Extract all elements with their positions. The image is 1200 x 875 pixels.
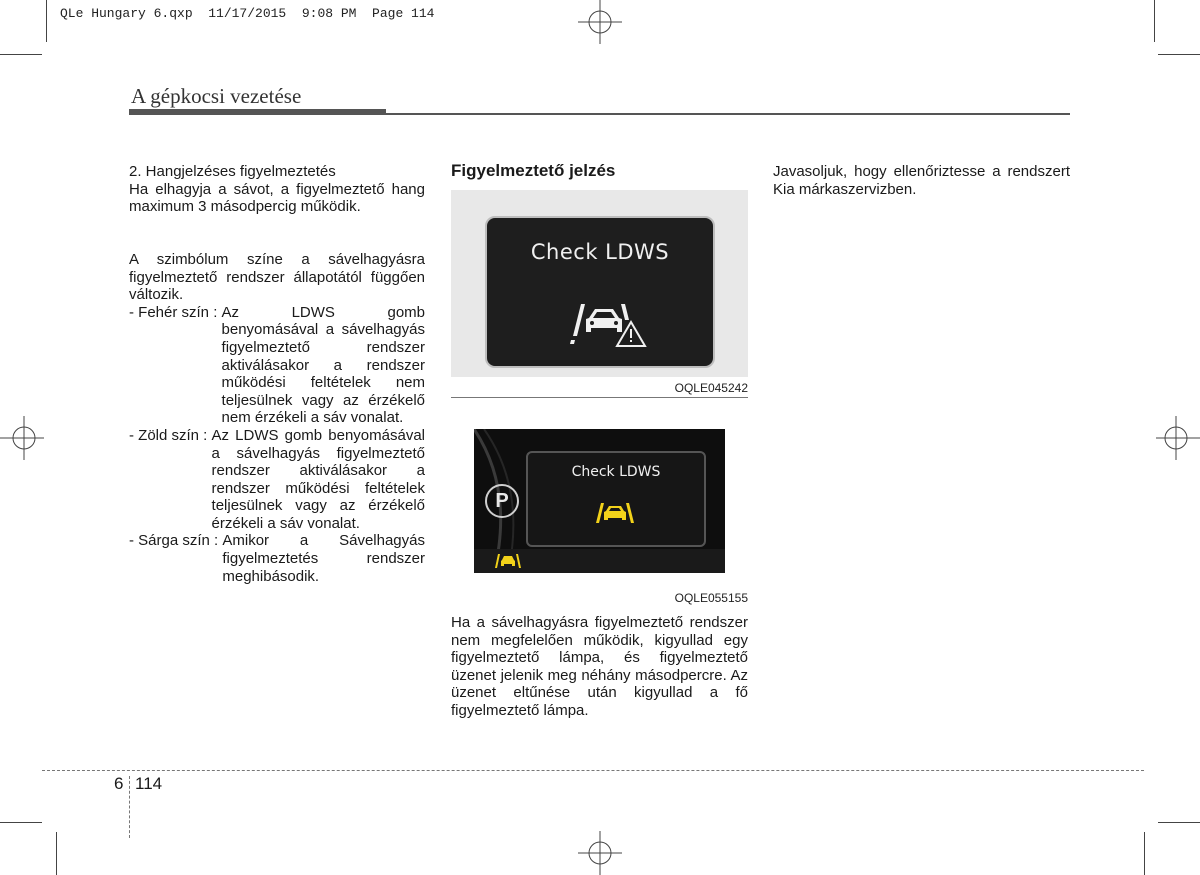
gear-indicator: P <box>485 484 519 518</box>
lane-icon-small <box>494 553 522 569</box>
white-color-label: - Fehér szín : <box>129 303 222 321</box>
green-color-text: Az LDWS gomb benyomásával a sávelhagyás figyelmeztető rendszer aktiválásakor a rendszer működési feltételek teljesülnek vagy az érzékelő érzékeli a sáv vonalat. <box>211 426 425 532</box>
lcd-2-message: Check LDWS <box>571 464 661 480</box>
header-rule-thin <box>386 113 1070 115</box>
green-color-item <box>129 427 425 533</box>
warning-heading: Figyelmeztető jelzés <box>451 161 616 180</box>
section-title: A gépkocsi vezetése <box>131 84 302 108</box>
registration-mark-bottom <box>578 831 622 875</box>
yellow-color-text: Amikor a Sávelhagyás figyelmeztetés rendszer meghibásodik. <box>222 532 425 585</box>
header-rule-thick <box>129 109 386 115</box>
intro-paragraph: A szimbólum színe a sávelhagyásra figyelmeztető rendszer állapotától függően változik. <box>129 250 425 304</box>
page-number: 114 <box>135 774 163 793</box>
lane-icon-yellow <box>594 501 636 527</box>
registration-mark-top <box>578 0 622 44</box>
item-text: Ha elhagyja a sávot, a figyelmeztető hang maximum 3 másodpercig működik. <box>129 180 425 216</box>
warning-paragraph: Ha a sávelhagyásra figyelmeztető rendszer nem megfelelően működik, kigyullad egy figyelmeztető lámpa, és figyelmeztető üzenet jelenik meg néhány másodpercre. Az üzenet eltűnése után kigyullad a fő figyelmeztető lámpa. <box>451 614 748 719</box>
lane-warning-icon <box>563 300 647 348</box>
lcd-1-message: Check LDWS <box>530 240 670 264</box>
white-color-text: Az LDWS gomb benyomásával a sávelhagyás figyelmeztető rendszer aktiválásakor a rendszer működési feltételek nem teljesülnek vagy az érzékelő nem érzékeli a sáv vonalat. <box>221 303 425 427</box>
figure-1-caption: OQLE045242 <box>674 381 748 395</box>
white-color-item <box>129 304 425 427</box>
chapter-number: 6 <box>114 774 124 793</box>
recommendation-paragraph: Javasoljuk, hogy ellenőriztesse a rendszert Kia márkaszervizben. <box>773 163 1070 198</box>
registration-mark-right <box>1156 416 1200 460</box>
instrument-cluster <box>474 429 725 573</box>
item-heading: 2. Hangjelzéses figyelmeztetés <box>129 163 336 180</box>
footer-rule <box>42 770 1144 771</box>
figure-divider <box>451 397 748 398</box>
yellow-color-label: - Sárga szín : <box>129 532 223 550</box>
green-color-label: - Zöld szín : <box>129 426 212 444</box>
yellow-color-item <box>129 532 425 585</box>
figure-2-caption: OQLE055155 <box>674 591 748 605</box>
registration-mark-left <box>0 416 44 460</box>
lcd-display-1 <box>485 216 715 368</box>
left-column <box>129 163 425 585</box>
lcd-display-2 <box>526 451 706 547</box>
footer-vertical-rule <box>129 776 130 838</box>
print-slug: QLe Hungary 6.qxp 11/17/2015 9:08 PM Page 114 <box>60 6 435 21</box>
